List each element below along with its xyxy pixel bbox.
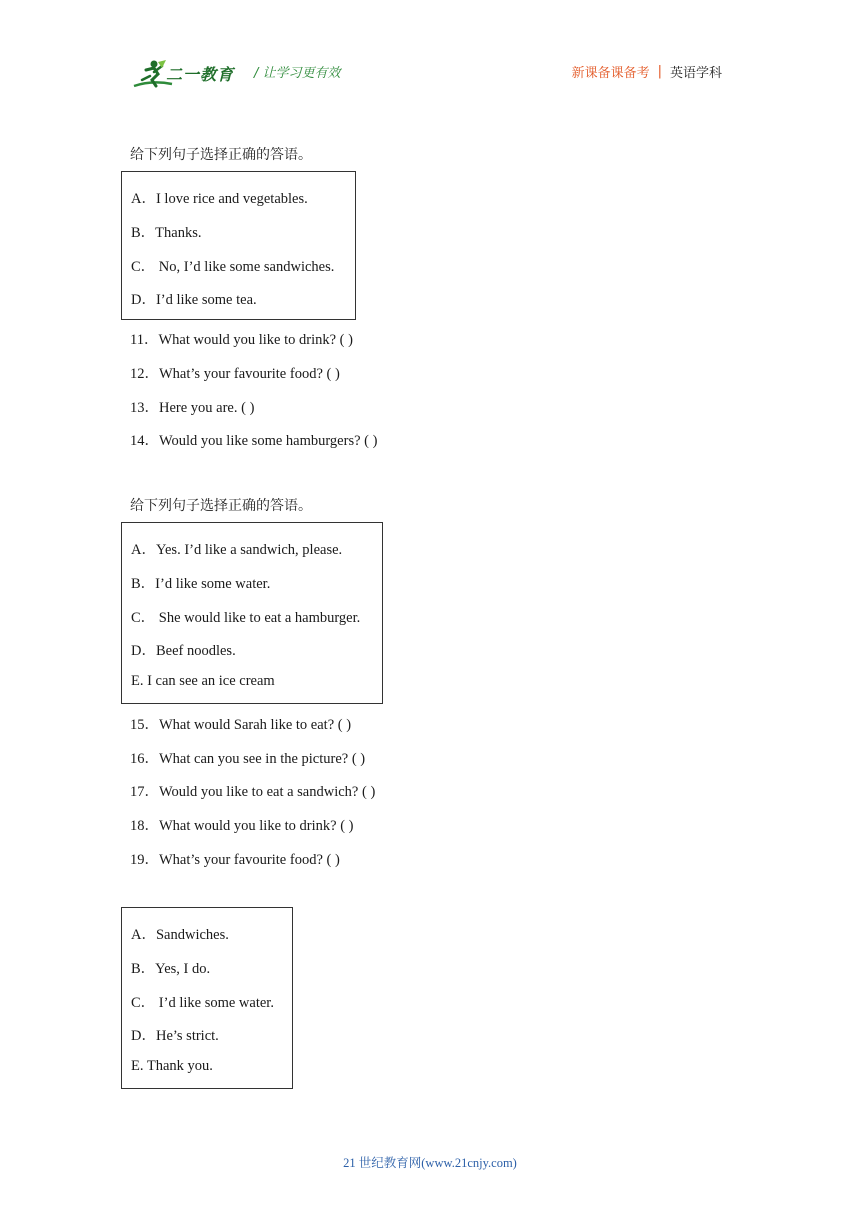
question-14: 14．Would you like some hamburgers? ( ) <box>130 433 378 449</box>
option-b: B．I’d like some water. <box>131 576 271 592</box>
header-right <box>572 62 722 81</box>
option-d: D．I’d like some tea. <box>131 292 257 308</box>
header-separator: | <box>657 64 662 79</box>
question-18: 18．What would you like to drink? ( ) <box>130 818 354 834</box>
course-label: 新课备课备考 <box>571 66 650 81</box>
option-e: E. I can see an ice cream <box>131 673 275 689</box>
option-d: D．Beef noodles. <box>131 643 236 659</box>
section-2-options-box <box>121 522 383 704</box>
option-c: C． She would like to eat a hamburger. <box>131 610 361 626</box>
option-a: A．I love rice and vegetables. <box>131 191 308 207</box>
question-16: 16．What can you see in the picture? ( ) <box>130 751 366 767</box>
section-1-title: 给下列句子选择正确的答语。 <box>130 147 312 163</box>
subject-label: 英语学科 <box>669 66 722 81</box>
section-2-title: 给下列句子选择正确的答语。 <box>130 498 312 514</box>
question-11: 11．What would you like to drink? ( ) <box>130 332 353 348</box>
question-13: 13．Here you are. ( ) <box>130 400 255 416</box>
page-footer: 21 世纪教育网(www.21cnjy.com) <box>343 1156 517 1170</box>
section-1-options-box <box>121 171 356 320</box>
option-a: A．Sandwiches. <box>131 927 229 943</box>
option-a: A．Yes. I’d like a sandwich, please. <box>131 542 343 558</box>
section-3-options-box <box>121 907 293 1089</box>
option-b: B．Thanks. <box>131 225 202 241</box>
option-b: B．Yes, I do. <box>131 961 211 977</box>
slogan: / 让学习更有效 <box>254 66 341 81</box>
option-d: D．He’s strict. <box>131 1028 219 1044</box>
logo-text: 二一教育 <box>166 65 235 84</box>
question-15: 15．What would Sarah like to eat? ( ) <box>130 717 352 733</box>
option-c: C． I’d like some water. <box>131 995 274 1011</box>
question-19: 19．What’s your favourite food? ( ) <box>130 852 340 868</box>
question-17: 17．Would you like to eat a sandwich? ( ) <box>130 784 376 800</box>
option-e: E. Thank you. <box>131 1058 213 1074</box>
question-12: 12．What’s your favourite food? ( ) <box>130 366 340 382</box>
page-header <box>0 0 860 100</box>
option-c: C． No, I’d like some sandwiches. <box>131 259 335 275</box>
